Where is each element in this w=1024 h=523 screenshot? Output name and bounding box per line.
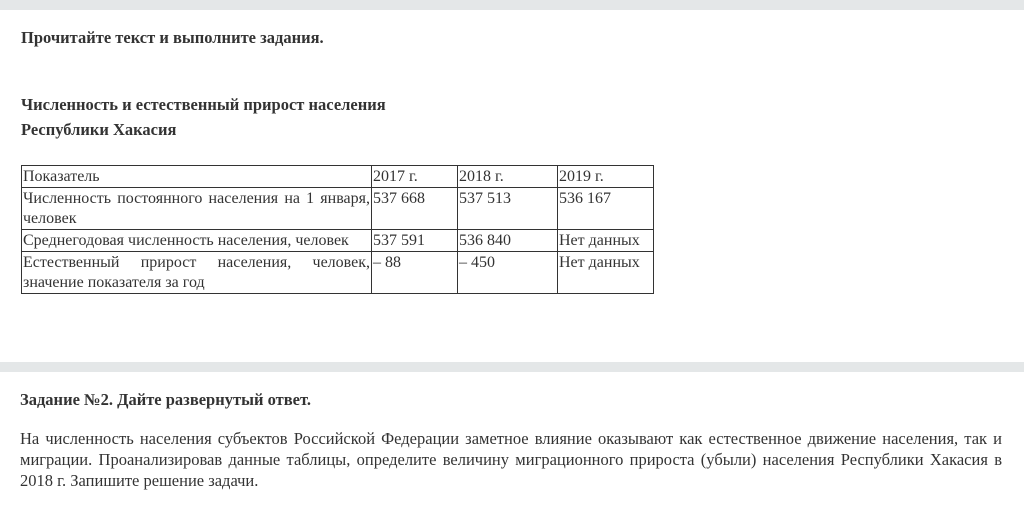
row-label: Среднегодовая численность населения, человек <box>22 230 372 252</box>
table-cell: 537 591 <box>372 230 458 252</box>
table-cell: – 450 <box>458 252 558 294</box>
table-title <box>21 92 386 142</box>
header-cell-2017: 2017 г. <box>372 166 458 188</box>
header-cell-indicator: Показатель <box>22 166 372 188</box>
task-title: Задание №2. Дайте развернутый ответ. <box>20 390 311 409</box>
table-row <box>22 230 654 252</box>
table-header-row <box>22 166 654 188</box>
table-cell: 537 668 <box>372 188 458 230</box>
task-text: На численность населения субъектов Российской Федерации заметное влияние оказывают как естественное движение населения, так и миграции. Проанализировав данные таблицы, определите величину миграционного прироста (убыли) населения Республики Хакасия в 2018 г. Запишите решение задачи. <box>20 429 1002 490</box>
section-separator-band <box>0 362 1024 372</box>
instruction-text: Прочитайте текст и выполните задания. <box>21 28 324 47</box>
header-cell-2019: 2019 г. <box>558 166 654 188</box>
row-label: Численность постоянного населения на 1 января, человек <box>22 188 372 230</box>
table-title-line-1: Численность и естественный прирост населения <box>21 95 386 114</box>
table-title-line-2: Республики Хакасия <box>21 120 177 139</box>
table-row <box>22 188 654 230</box>
row-label: Естественный прирост населения, человек, значение показателя за год <box>22 252 372 294</box>
table-row <box>22 252 654 294</box>
table-cell: 537 513 <box>458 188 558 230</box>
top-separator-band <box>0 0 1024 10</box>
table-cell: 536 840 <box>458 230 558 252</box>
population-table <box>21 165 654 294</box>
header-cell-2018: 2018 г. <box>458 166 558 188</box>
table-cell: 536 167 <box>558 188 654 230</box>
table-cell: – 88 <box>372 252 458 294</box>
table-cell: Нет данных <box>558 252 654 294</box>
table-cell: Нет данных <box>558 230 654 252</box>
